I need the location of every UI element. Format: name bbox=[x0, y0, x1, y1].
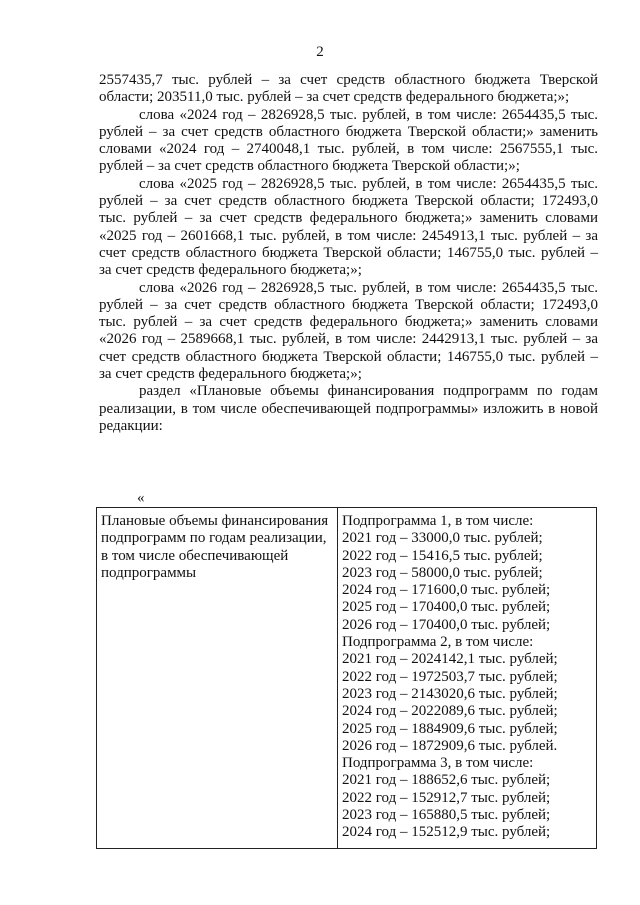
paragraph: раздел «Плановые объемы финансирования подпрограмм по годам реализации, в том числе обеспечивающей подпрограммы» изложить в новой редакции: bbox=[99, 383, 598, 434]
paragraph: 2557435,7 тыс. рублей – за счет средств областного бюджета Тверской области; 203511,0 тыс. рублей – за счет средств федерального бюджета;»; bbox=[99, 72, 598, 106]
paragraph: слова «2026 год – 2826928,5 тыс. рублей, в том числе: 2654435,5 тыс. рублей – за счет средств областного бюджета Тверской области; 172493,0 тыс. рублей – за счет средств федерального бюджета;» заменить словами «2026 год – 2589668,1 тыс. рублей, в том числе: 2442913,1 тыс. рублей – за счет средств областного бюджета Тверской области; 146755,0 тыс. рублей – за счет средств федерального бюджета;»; bbox=[99, 279, 598, 383]
table-row bbox=[97, 508, 597, 849]
value-line: 2021 год – 188652,6 тыс. рублей; bbox=[342, 772, 551, 789]
value-line: 2024 год – 2022089,6 тыс. рублей; bbox=[342, 703, 558, 720]
value-line: 2024 год – 152512,9 тыс. рублей; bbox=[342, 824, 551, 841]
value-line: 2023 год – 2143020,6 тыс. рублей; bbox=[342, 685, 558, 702]
value-line: 2022 год – 1972503,7 тыс. рублей; bbox=[342, 668, 558, 685]
paragraph: слова «2024 год – 2826928,5 тыс. рублей, в том числе: 2654435,5 тыс. рублей – за счет средств областного бюджета Тверской области;» заменить словами «2024 год – 2740048,1 тыс. рублей, в том числе: 2567555,1 тыс. рублей – за счет средств областного бюджета Тверской области;»; bbox=[99, 106, 598, 175]
table-cell-values bbox=[338, 508, 597, 849]
paragraph: слова «2025 год – 2826928,5 тыс. рублей, в том числе: 2654435,5 тыс. рублей – за счет средств областного бюджета Тверской области; 172493,0 тыс. рублей – за счет средств федерального бюджета;» заменить словами «2025 год – 2601668,1 тыс. рублей, в том числе: 2454913,1 тыс. рублей – за счет средств областного бюджета Тверской области; 146755,0 тыс. рублей – за счет средств федерального бюджета;»; bbox=[99, 175, 598, 279]
value-line: 2023 год – 58000,0 тыс. рублей; bbox=[342, 564, 543, 581]
value-line: 2021 год – 33000,0 тыс. рублей; bbox=[342, 530, 543, 547]
value-line: 2022 год – 152912,7 тыс. рублей; bbox=[342, 789, 551, 806]
value-line: 2021 год – 2024142,1 тыс. рублей; bbox=[342, 651, 558, 668]
value-line: 2026 год – 170400,0 тыс. рублей; bbox=[342, 616, 551, 633]
value-line: Подпрограмма 1, в том числе: bbox=[342, 513, 534, 529]
table-cell-label: Плановые объемы финансирования подпрограмм по годам реализации, в том числе обеспечивающей подпрограммы bbox=[97, 508, 338, 849]
opening-quote-mark: « bbox=[137, 490, 145, 506]
value-line: Подпрограмма 2, в том числе: bbox=[342, 634, 534, 651]
body-text bbox=[99, 72, 598, 435]
value-line: 2025 год – 1884909,6 тыс. рублей; bbox=[342, 720, 558, 737]
value-line: 2026 год – 1872909,6 тыс. рублей. bbox=[342, 737, 558, 754]
value-line: Подпрограмма 3, в том числе: bbox=[342, 755, 534, 772]
value-line: 2023 год – 165880,5 тыс. рублей; bbox=[342, 807, 551, 824]
value-line: 2022 год – 15416,5 тыс. рублей; bbox=[342, 547, 543, 564]
value-line: 2025 год – 170400,0 тыс. рублей; bbox=[342, 599, 551, 616]
value-line: 2024 год – 171600,0 тыс. рублей; bbox=[342, 582, 551, 599]
financing-table bbox=[96, 507, 597, 849]
page-number: 2 bbox=[316, 44, 324, 60]
